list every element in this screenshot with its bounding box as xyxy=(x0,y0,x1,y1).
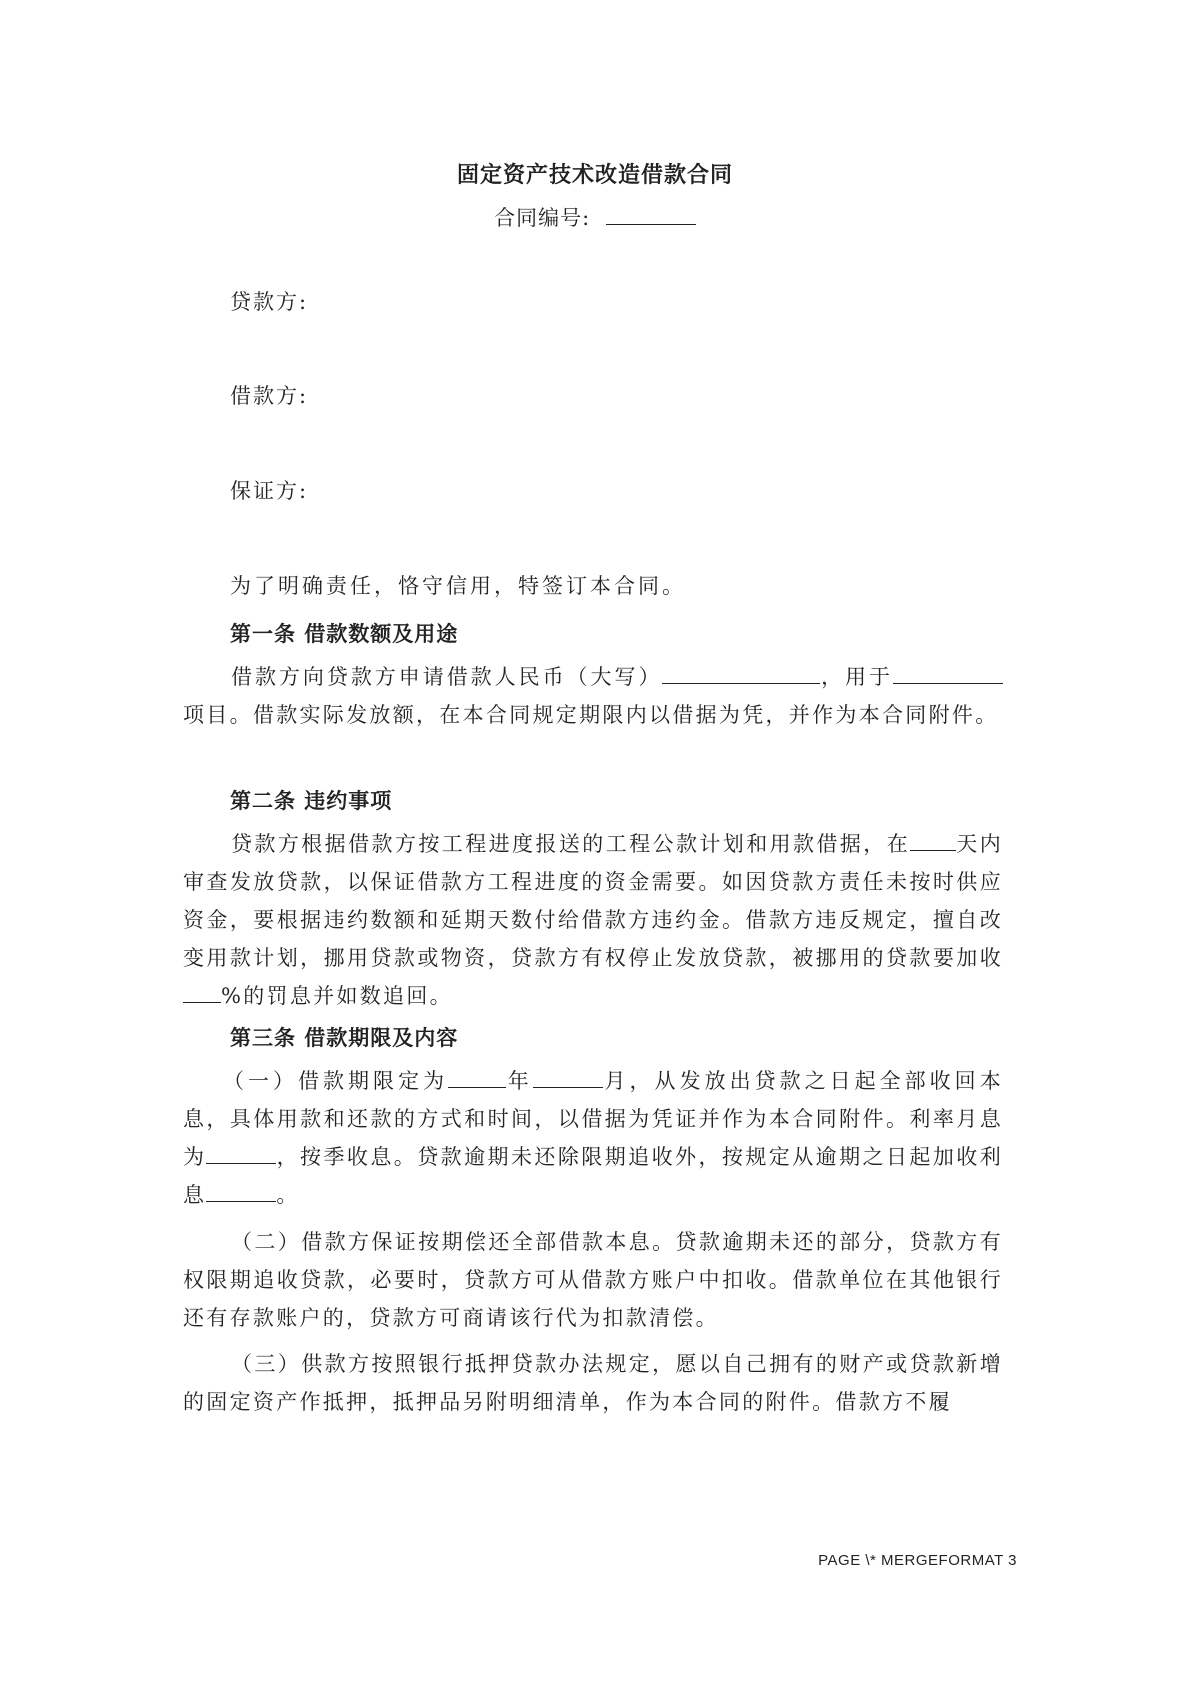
contract-number-line xyxy=(0,202,1190,232)
page-footer: PAGE \* MERGEFORMAT 3 xyxy=(818,1552,1017,1569)
article3-heading: 第三条 借款期限及内容 xyxy=(230,1025,459,1050)
article3-text-a: （一）借款期限定为 xyxy=(223,1069,449,1093)
article3-paragraph-3: （三）供款方按照银行抵押贷款办法规定，愿以自己拥有的财产或贷款新增的固定资产作抵押，抵押品另附明细清单，作为本合同的附件。借款方不履 xyxy=(183,1352,1003,1414)
article1-text-c: 项目。借款实际发放额，在本合同规定期限内以借据为凭，并作为本合同附件。 xyxy=(183,703,999,727)
article2-text-c: %的罚息并如数追回。 xyxy=(221,984,453,1008)
monthly-rate-blank xyxy=(206,1145,276,1164)
article3-paragraph-2: （二）借款方保证按期偿还全部借款本息。贷款逾期未还的部分，贷款方有权限期追收贷款，必要时，贷款方可从借款方账户中扣收。借款单位在其他银行还有存款账户的，贷款方可商请该行代为扣款清偿。 xyxy=(183,1230,1003,1330)
document-title: 固定资产技术改造借款合同 xyxy=(456,162,733,188)
article2-heading: 第二条 违约事项 xyxy=(230,788,393,813)
lender-party: 贷款方: xyxy=(230,290,309,314)
article2-text-a: 贷款方根据借款方按工程进度报送的工程公款计划和用款借据，在 xyxy=(231,832,911,856)
guarantor-party: 保证方: xyxy=(230,479,309,503)
purpose-blank xyxy=(893,665,1003,684)
article3-text-b: 年 xyxy=(506,1069,533,1093)
article1-heading: 第一条 借款数额及用途 xyxy=(230,621,459,646)
article1-paragraph xyxy=(183,658,1003,734)
article1-text-a: 借款方向贷款方申请借款人民币（大写） xyxy=(231,665,663,689)
article3-text-d: ，按季收息。贷款逾期未还除限期追收外，按规定从逾期之日起加收利息 xyxy=(183,1145,1003,1207)
article3-text-c: 月，从发放出贷款之日起全部收回本息，具体用款和还款的方式和时间，以借据为凭证并作为本合同附件。利率月息为 xyxy=(183,1069,1003,1169)
contract-number-blank xyxy=(606,206,696,225)
intro-paragraph: 为了明确责任，恪守信用，特签订本合同。 xyxy=(230,574,686,598)
article2-paragraph xyxy=(183,825,1003,1015)
days-blank xyxy=(910,832,956,851)
article3-paragraph-1 xyxy=(183,1062,1003,1214)
contract-number-label: 合同编号: xyxy=(494,206,591,230)
overdue-interest-blank xyxy=(206,1183,276,1202)
amount-blank xyxy=(662,665,820,684)
article2-text-b: 天内审查发放贷款，以保证借款方工程进度的资金需要。如因贷款方责任未按时供应资金，要根据违约数额和延期天数付给借款方违约金。借款方违反规定，擅自改变用款计划，挪用贷款或物资，贷款方有权停止发放贷款，被挪用的贷款要加收 xyxy=(183,832,1003,970)
article3-text-e: 。 xyxy=(276,1183,300,1207)
months-blank xyxy=(533,1069,603,1088)
years-blank xyxy=(448,1069,506,1088)
article1-text-b: ，用于 xyxy=(820,665,893,689)
borrower-party: 借款方: xyxy=(230,384,309,408)
penalty-rate-blank xyxy=(183,984,221,1003)
